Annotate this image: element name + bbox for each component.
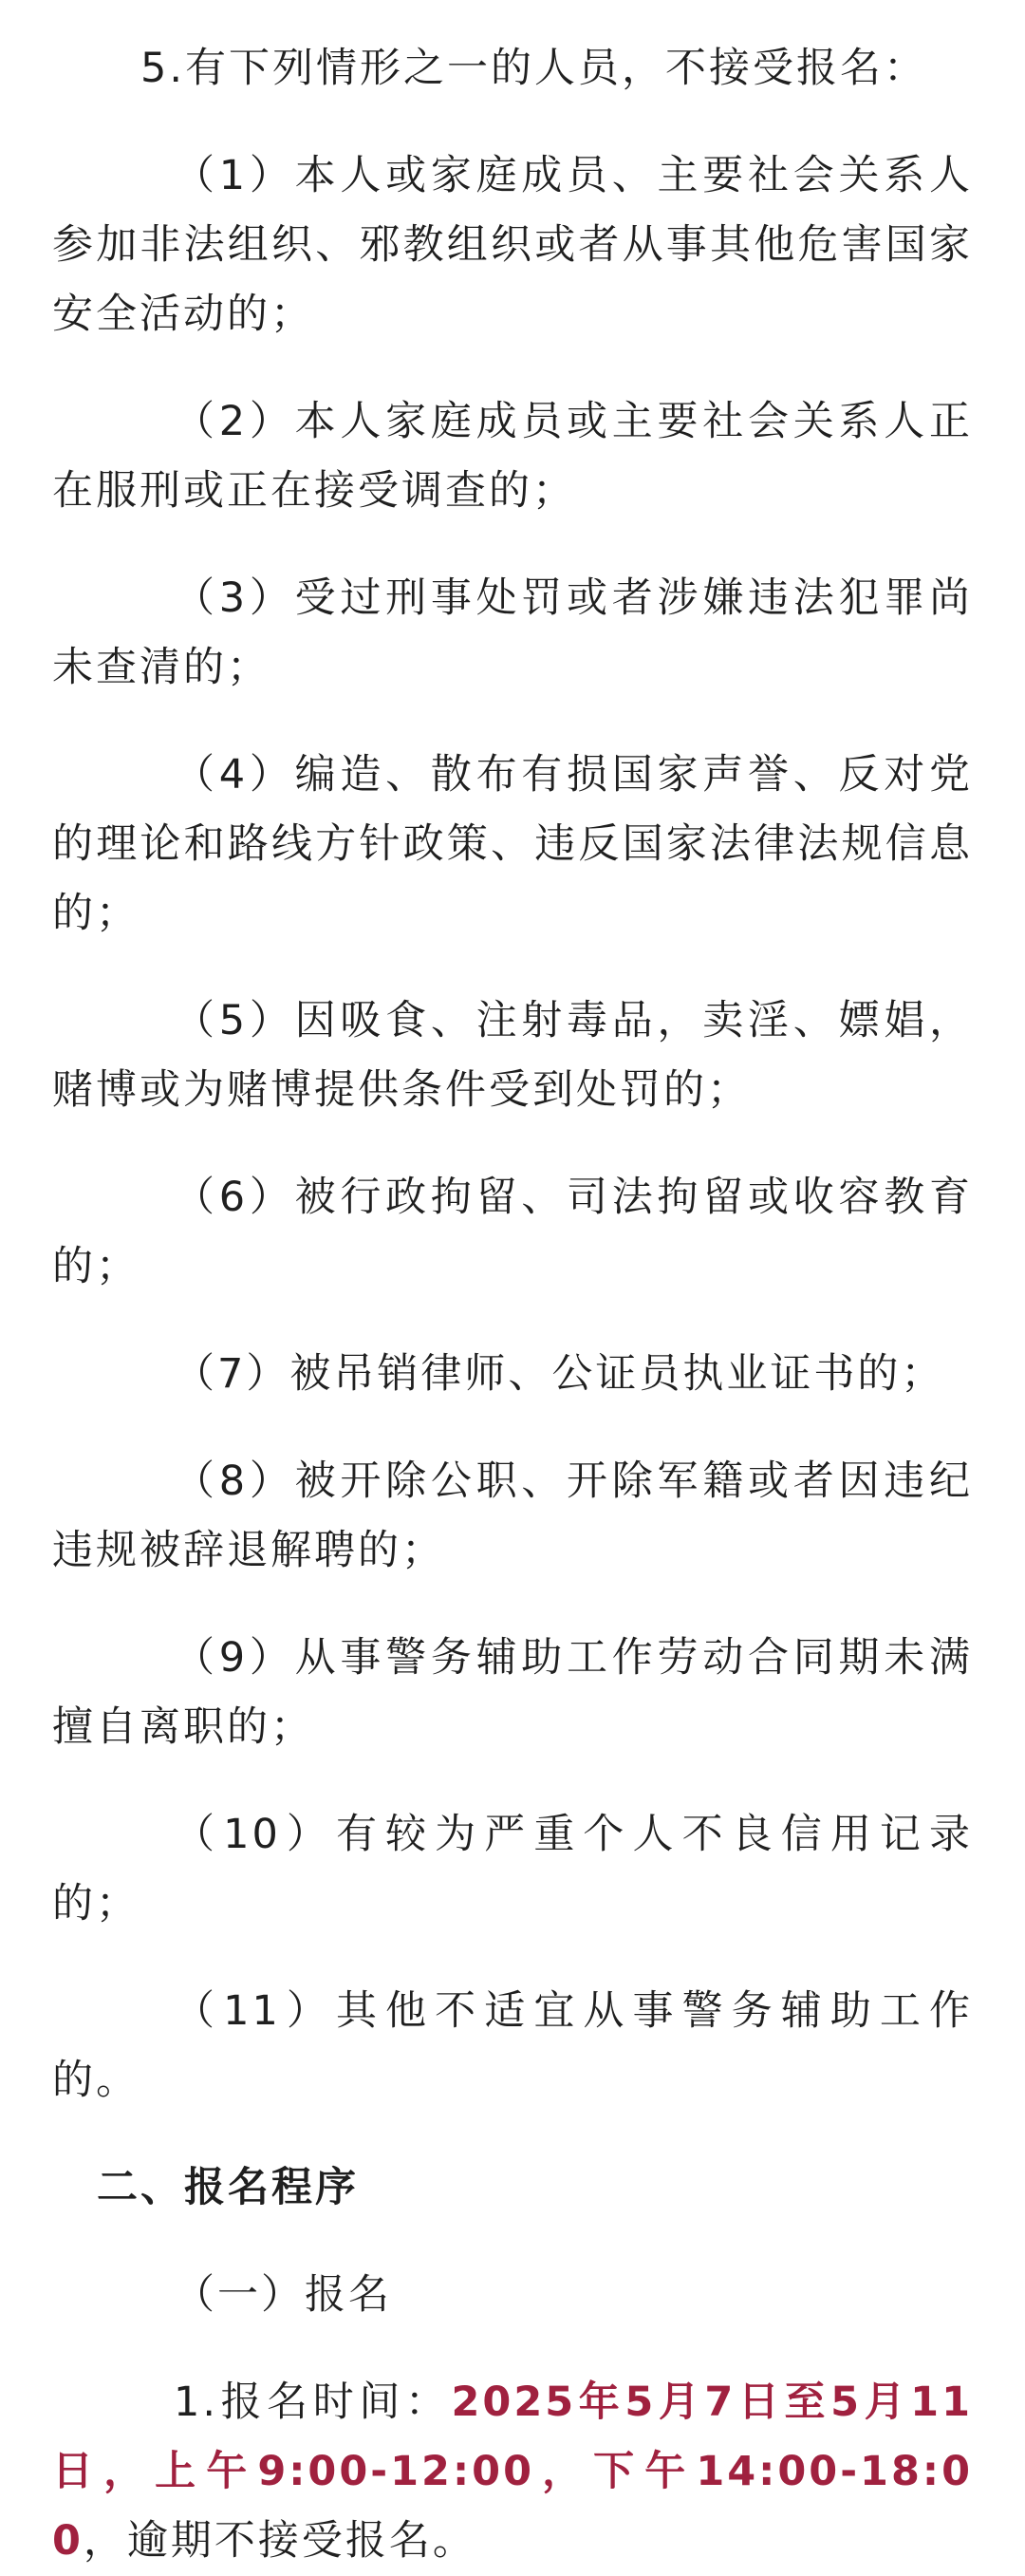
condition-item-9: （9）从事警务辅助工作劳动合同期未满擅自离职的；: [52, 1634, 973, 1751]
intro-paragraph: 5.有下列情形之一的人员，不接受报名：: [140, 45, 928, 92]
condition-item-3: （3）受过刑事处罚或者涉嫌违法犯罪尚未查清的；: [52, 574, 973, 691]
condition-item-5: （5）因吸食、注射毒品，卖淫、嫖娼，赌博或为赌博提供条件受到处罚的；: [52, 997, 973, 1114]
condition-item-8: （8）被开除公职、开除军籍或者因违纪违规被辞退解聘的；: [52, 1457, 973, 1574]
section-heading: 二、报名程序: [97, 2164, 359, 2211]
condition-item-1: （1）本人或家庭成员、主要社会关系人参加非法组织、邪教组织或者从事其他危害国家安全活动的；: [52, 152, 973, 338]
registration-time-paragraph: [52, 2368, 973, 2576]
registration-suffix: ，逾期不接受报名。: [83, 2517, 476, 2565]
registration-label: 1.报名时间：: [174, 2379, 452, 2426]
condition-item-7: （7）被吊销律师、公证员执业证书的；: [174, 1350, 945, 1398]
condition-item-10: （10）有较为严重个人不良信用记录的；: [52, 1811, 973, 1927]
condition-item-6: （6）被行政拘留、司法拘留或收容教育的；: [52, 1174, 973, 1290]
condition-item-4: （4）编造、散布有损国家声誉、反对党的理论和路线方针政策、违反国家法律法规信息的；: [52, 751, 973, 937]
subsection-heading: （一）报名: [174, 2271, 392, 2319]
condition-item-2: （2）本人家庭成员或主要社会关系人正在服刑或正在接受调查的；: [52, 398, 973, 515]
registration-time-highlight: 2025年5月7日至5月11日，上午9:00-12:00，下午14:00-18:00: [52, 2379, 974, 2565]
condition-item-11: （11）其他不适宜从事警务辅助工作的。: [52, 1987, 973, 2104]
